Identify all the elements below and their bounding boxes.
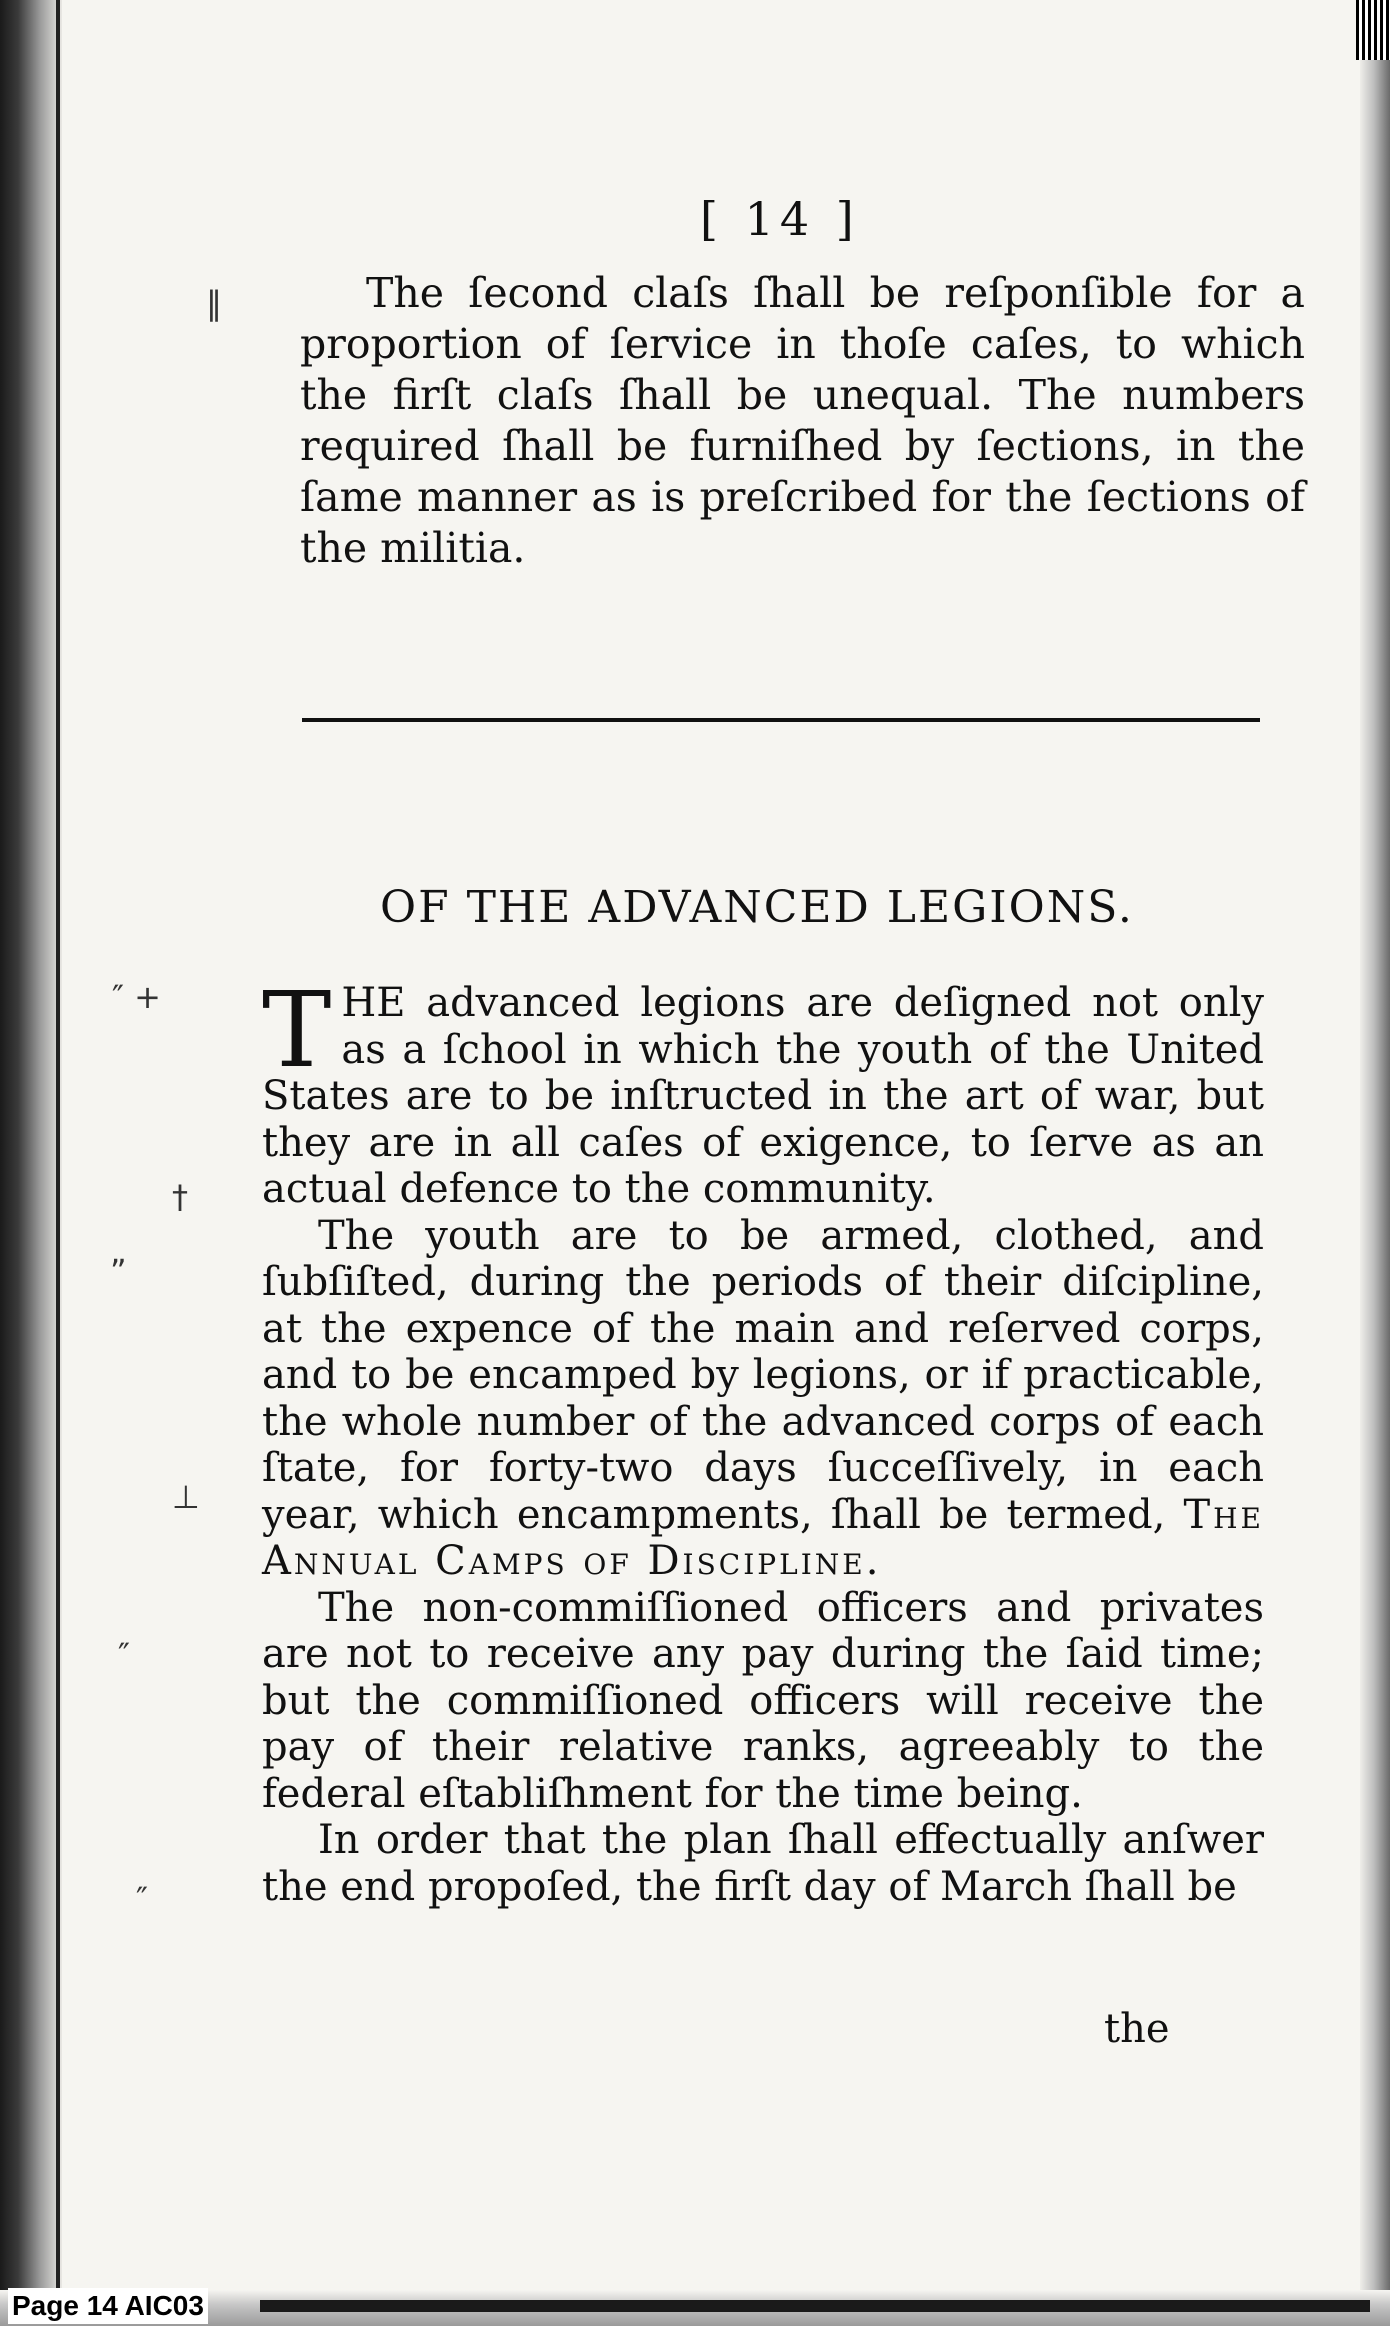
drop-cap: T: [262, 969, 332, 1091]
page-binding-line: [56, 0, 60, 2300]
paragraph-pay: The non-commiſſioned officers and privates are not to receive any pay during the ſaid time; but the commiſſioned officers will receive the pay of their relative ranks, agreeably to the federal eſtabliſhment for the time being.: [262, 1584, 1264, 1817]
page-left-edge-shadow: [0, 0, 62, 2326]
margin-mark: ‖: [206, 284, 222, 322]
margin-mark: ⊥: [172, 1478, 200, 1516]
margin-mark: ″: [118, 1636, 130, 1674]
advanced-legions-body: [262, 969, 1264, 1910]
camps-of-discipline-term: The Annual Camps of Discipline.: [262, 1491, 1264, 1584]
paragraph-second-class: [300, 268, 1305, 574]
page-right-edge-shadow: [1360, 0, 1390, 2326]
paragraph-text: The youth are to be armed, clothed, and ſubſiſted, during the periods of their diſcipline, at the expence of the main and reſerved corps, and to be encamped by legions, or if practicable, the whole number of the advanced corps of each ſtate, for forty-two days ſucceſſively, in each year, which encampments, ſhall be termed,: [262, 1212, 1264, 1538]
margin-mark: ″: [136, 1880, 148, 1918]
page-number: [ 14 ]: [700, 192, 860, 246]
section-divider-rule: [302, 718, 1260, 722]
paragraph-designed: [262, 969, 1264, 1213]
margin-mark: ”: [110, 1252, 127, 1290]
scan-corner-artifact: [1356, 0, 1390, 60]
paragraph-plan: In order that the plan ſhall effectually anſwer the end propoſed, the firſt day of March ſhall be: [262, 1817, 1264, 1910]
margin-mark: †: [172, 1178, 188, 1216]
page-footer-label: Page 14 AIC03: [8, 2288, 208, 2324]
paragraph-text: HE advanced legions are deſigned not only as a ſchool in which the youth of the United States are to be inſtructed in the art of war, but they are in all caſes of exigence, to ſerve as an actual defence to the community.: [262, 980, 1264, 1212]
paragraph-text: The ſecond claſs ſhall be reſponſible for a proportion of ſervice in thoſe caſes, to which the firſt claſs ſhall be unequal. The numbers required ſhall be furniſhed by ſections, in the ſame manner as is preſcribed for the ſections of the militia.: [300, 269, 1305, 572]
section-heading: OF THE ADVANCED LEGIONS.: [380, 882, 1134, 933]
margin-mark: ″ +: [112, 978, 161, 1016]
scan-bottom-bar: [260, 2300, 1370, 2312]
catchword: the: [1104, 2006, 1170, 2052]
paragraph-youth: [262, 1213, 1264, 1585]
